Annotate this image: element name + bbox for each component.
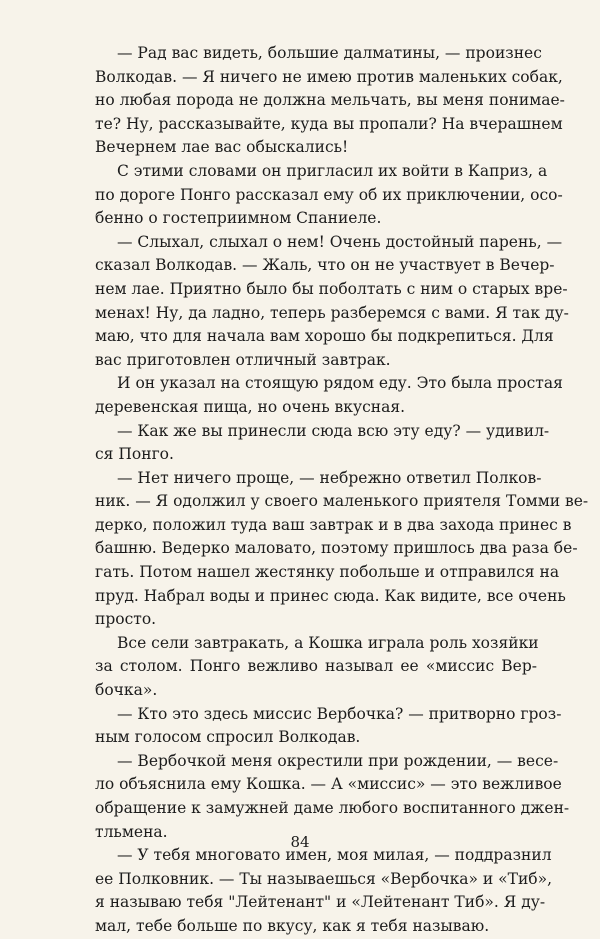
text-line: башню. Ведерко маловато, поэтому пришлось два раза бе- xyxy=(95,539,578,558)
text-line: мал, тебе больше по вкусу, как я тебя называю. xyxy=(95,916,490,935)
text-line: по дороге Понго рассказал ему об их приключении, осо- xyxy=(95,185,563,204)
text-line: — Слыхал, слыхал о нем! Очень достойный парень, — xyxy=(117,232,563,251)
text-line: ным голосом спросил Волкодав. xyxy=(95,728,361,747)
text-line: вас приготовлен отличный завтрак. xyxy=(95,350,391,369)
text-line: тльмена. xyxy=(95,822,168,841)
text-line: сказал Волкодав. — Жаль, что он не участвует в Вечер- xyxy=(95,256,555,275)
text-line: дерко, положил туда ваш завтрак и в два захода принес в xyxy=(95,515,572,534)
page-number: 84 xyxy=(290,833,310,851)
text-line: ло объяснила ему Кошка. — А «миссис» — это вежливое xyxy=(95,775,562,794)
text-line: — Рад вас видеть, большие далматины, — произнес xyxy=(117,44,542,62)
text-line: я называю тебя "Лейтенант" и «Лейтенант Тиб». Я ду- xyxy=(95,893,546,912)
text-line: — Кто это здесь миссис Вербочка? — притворно гроз- xyxy=(117,704,562,723)
text-line: деревенская пища, но очень вкусная. xyxy=(95,397,406,416)
text-line: — Как же вы принесли сюда всю эту еду? — удивил- xyxy=(117,421,550,440)
text-line: гать. Потом нашел жестянку побольше и отправился на xyxy=(95,563,560,582)
text-line: нем лае. Приятно было бы поболтать с ним о старых вре- xyxy=(95,279,568,298)
text-line: но любая порода не должна мельчать, вы меня понимае- xyxy=(95,91,565,110)
text-line: — Нет ничего проще, — небрежно ответил Полков- xyxy=(117,468,542,487)
text-line: обращение к замужней даме любого воспитанного джен- xyxy=(95,799,570,817)
text-line: — У тебя многовато имен, моя милая, — поддразнил xyxy=(117,846,552,865)
text-line: бочка». xyxy=(95,681,158,700)
text-line: маю, что для начала вам хорошо бы подкрепиться. Для xyxy=(95,327,554,346)
text-line: Все сели завтракать, а Кошка играла роль хозяйки xyxy=(117,633,539,652)
text-line: И он указал на стоящую рядом еду. Это была простая xyxy=(117,374,563,393)
text-line: ее Полковник. — Ты называешься «Вербочка» и «Тиб», xyxy=(95,869,553,888)
text-line: — Вербочкой меня окрестили при рождении, — весе- xyxy=(117,751,559,770)
text-line: за столом. Понго вежливо называл ее «миссис Вер- xyxy=(95,657,537,676)
text-line: С этими словами он пригласил их войти в Каприз, а xyxy=(117,161,548,180)
text-line: Вечернем лае вас обыскались! xyxy=(95,138,349,157)
text-line: просто. xyxy=(95,610,157,629)
text-line: ник. — Я одолжил у своего маленького приятеля Томми ве- xyxy=(95,492,589,511)
text-line: пруд. Набрал воды и принес сюда. Как видите, все очень xyxy=(95,586,566,605)
text-line: бенно о гостеприимном Спаниеле. xyxy=(95,209,382,228)
page-text xyxy=(95,42,589,939)
text-line: те? Ну, рассказывайте, куда вы пропали? На вчерашнем xyxy=(95,114,563,133)
text-line: менах! Ну, да ладно, теперь разберемся с вами. Я так ду- xyxy=(95,303,569,322)
text-line: Волкодав. — Я ничего не имею против маленьких собак, xyxy=(95,67,563,86)
text-line: ся Понго. xyxy=(95,445,174,464)
